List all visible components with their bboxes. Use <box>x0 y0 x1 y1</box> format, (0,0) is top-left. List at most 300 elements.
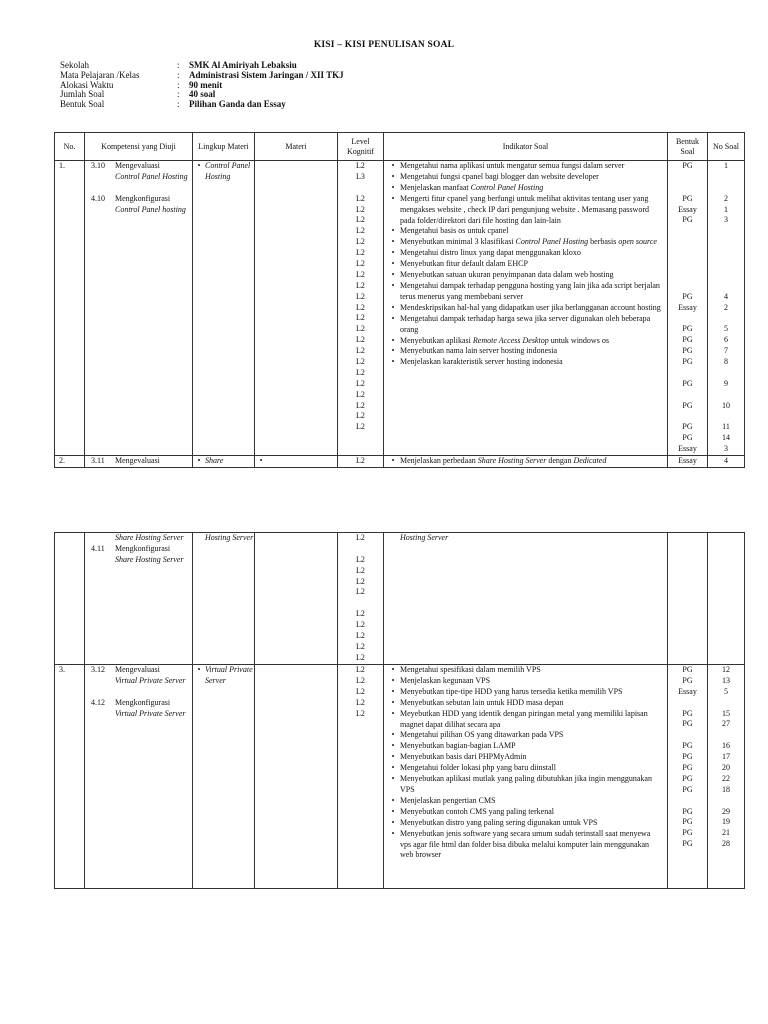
cell-line <box>708 172 744 183</box>
indicator-item <box>386 818 665 829</box>
indicator-text: Mengetahui pilihan OS yang ditawarkan pada VPS <box>400 730 564 740</box>
info-label: Jumlah Soal <box>60 89 105 100</box>
cell-line: 2 <box>724 193 728 203</box>
cell-line: PG <box>682 161 693 170</box>
indicator-item <box>386 829 665 862</box>
indicator-item <box>386 237 665 248</box>
kd-title: Mengevaluasi <box>115 665 160 674</box>
bullet-icon: • <box>391 741 395 751</box>
kisi-table-page-1 <box>54 132 745 468</box>
cell-line: 11 <box>722 422 730 432</box>
cell-line: PG <box>682 828 693 838</box>
cell-line: 20 <box>722 763 730 773</box>
header-materi: Materi <box>255 133 338 161</box>
indicator-item <box>386 709 665 731</box>
bullet-icon: • <box>391 248 395 258</box>
cell-line <box>668 390 707 401</box>
cell-line: 3 <box>724 444 728 454</box>
indicator-item <box>386 226 665 237</box>
kd-title: Mengkonfigurasi <box>115 697 171 707</box>
cell-line: L2 <box>356 324 365 334</box>
bullet-icon: • <box>391 730 395 740</box>
bullet-icon: • <box>391 774 395 784</box>
kd-topic <box>85 676 192 687</box>
cell-line: 27 <box>722 719 730 729</box>
cell-line <box>668 226 707 237</box>
bullet-icon: • <box>197 665 201 674</box>
section-2-lingkup-cont: Hosting Server <box>193 533 255 665</box>
indicator-item <box>386 676 665 687</box>
header-lingkup: Lingkup Materi <box>193 133 255 161</box>
cell-line <box>668 313 707 324</box>
indicator-item <box>386 172 665 183</box>
cell-line: 6 <box>724 335 728 345</box>
cell-line <box>708 313 744 324</box>
bullet-icon: • <box>391 270 395 280</box>
indicator-text: Menyebutkan fitur default dalam EHCP <box>400 259 528 269</box>
bullet-icon: • <box>391 763 395 773</box>
section-3-nosoal <box>708 665 745 889</box>
cell-line: L2 <box>356 708 365 718</box>
cell-line <box>668 698 707 709</box>
cell-line: L2 <box>356 378 365 388</box>
cell-line: 17 <box>722 752 730 762</box>
kd-item <box>85 665 192 676</box>
cell-line: L2 <box>356 620 365 630</box>
cell-line: PG <box>682 752 693 762</box>
indicator-text: Menjelaskan karakteristik server hosting indonesia <box>400 357 563 367</box>
bullet-icon: • <box>391 280 395 290</box>
indicator-text: Menyebutkan bagian-bagian LAMP <box>400 741 516 751</box>
cell-line: PG <box>682 193 693 203</box>
cell-line: 8 <box>724 357 728 367</box>
info-row <box>60 100 344 110</box>
kd-topic <box>85 205 192 216</box>
kd-item <box>85 698 192 709</box>
table-row-section-2-cont <box>55 533 745 665</box>
info-value: 90 menit <box>189 79 223 90</box>
cell-line: 10 <box>722 400 730 410</box>
cell-line: Essay <box>678 444 697 454</box>
cell-line: 1 <box>724 204 728 214</box>
info-colon: : <box>177 89 180 100</box>
cell-line: L2 <box>356 422 365 432</box>
indicator-text: Menyebutkan basis dari PHPMyAdmin <box>400 752 527 762</box>
indicator-text: Mengerti fitur cpanel yang berfungi untuk melihat aktivitas tentang user yang mengakses website , check IP dari pengunjung website . Memasang password pada folder/direktori dari file hosting dan lain-lain <box>400 193 649 225</box>
section-2-no: 2. <box>55 456 85 468</box>
table-row-section-3 <box>55 665 745 889</box>
indicator-item <box>386 357 665 368</box>
indicator-item <box>386 730 665 741</box>
indicator-item <box>386 303 665 314</box>
bullet-icon: • <box>391 302 395 312</box>
cell-line: 13 <box>722 675 730 685</box>
cell-line: 15 <box>722 708 730 718</box>
cell-line: PG <box>682 817 693 827</box>
kd-item <box>85 161 192 172</box>
indicator-item <box>386 665 665 676</box>
bullet-icon: • <box>391 313 395 323</box>
cell-line <box>668 172 707 183</box>
indicator-text: Menjelaskan kegunaan VPS <box>400 675 491 685</box>
section-2-kompetensi-start: 3.11 Mengevaluasi <box>85 456 193 468</box>
cell-line: 9 <box>724 378 728 388</box>
indicator-text: Menyebutkan aplikasi mutlak yang paling dibutuhkan jika ingin menggunakan VPS <box>400 774 652 794</box>
cell-line <box>668 368 707 379</box>
section-2-indikator-start: • Menjelaskan perbedaan Share Hosting Server dengan Dedicated <box>384 456 668 468</box>
info-label: Bentuk Soal <box>60 99 105 110</box>
bullet-icon: • <box>391 665 395 674</box>
bullet-icon: • <box>259 456 263 466</box>
header-indikator: Indikator Soal <box>384 133 668 161</box>
bullet-icon: • <box>391 686 395 696</box>
bullet-icon: • <box>391 182 395 192</box>
cell-line: PG <box>682 708 693 718</box>
cell-line: L2 <box>356 280 365 290</box>
indicator-text: Menyebutkan jenis software yang secara umum sudah terinstall saat menyewa vps agar file html dan folder bisa dibuka melalui komputer lain menggunakan web browser <box>400 828 651 860</box>
cell-line: PG <box>682 335 693 345</box>
cell-line: Essay <box>678 686 697 696</box>
cell-line: PG <box>682 806 693 816</box>
indicator-text: Mengetahui spesifikasi dalam memilih VPS <box>400 665 541 674</box>
cell-line: L2 <box>356 193 365 203</box>
cell-line <box>668 730 707 741</box>
cell-line: L2 <box>356 215 365 225</box>
cell-line: 4 <box>724 291 728 301</box>
cell-line: Essay <box>678 204 697 214</box>
kd-number: 3.12 <box>91 665 105 674</box>
indicator-text: Mengetahui dampak terhadap pengguna hosting yang lain jika ada script berjalan terus menerus yang membebani server <box>400 280 660 301</box>
indicator-item <box>386 336 665 347</box>
indicator-item <box>386 346 665 357</box>
bullet-icon: • <box>391 357 395 367</box>
bullet-icon: • <box>391 193 395 203</box>
kd-topic <box>85 172 192 183</box>
section-2-no-cont <box>55 533 85 665</box>
indicator-text: Menyebutkan distro yang paling sering digunakan untuk VPS <box>400 817 598 827</box>
indicator-item <box>386 807 665 818</box>
bullet-icon: • <box>391 806 395 816</box>
info-colon: : <box>177 69 180 80</box>
header-bentuk: Bentuk Soal <box>668 133 708 161</box>
cell-line <box>708 390 744 401</box>
cell-line <box>338 598 383 609</box>
indicator-item <box>386 741 665 752</box>
cell-line: 2 <box>724 302 728 312</box>
cell-line: L2 <box>356 554 365 564</box>
cell-line <box>668 270 707 281</box>
info-value: SMK Al Amiriyah Lebaksiu <box>189 60 297 70</box>
cell-line: 19 <box>722 817 730 827</box>
kd-title: Mengkonfigurasi <box>115 193 171 203</box>
cell-line: Essay <box>678 302 697 312</box>
section-3-levels <box>338 665 384 889</box>
info-label: Alokasi Waktu <box>60 79 114 90</box>
cell-line <box>708 281 744 292</box>
bullet-icon: • <box>391 346 395 356</box>
cell-line <box>708 796 744 807</box>
cell-line: L2 <box>356 161 365 170</box>
section-2-level-start: L2 <box>338 456 384 468</box>
cell-line <box>668 237 707 248</box>
document-title: KISI – KISI PENULISAN SOAL <box>313 40 455 50</box>
cell-line: 28 <box>722 839 730 849</box>
cell-line <box>668 796 707 807</box>
cell-line: L2 <box>356 665 365 674</box>
indicator-item <box>386 270 665 281</box>
cell-line: L2 <box>356 335 365 345</box>
indicator-item <box>386 161 665 172</box>
cell-line: L2 <box>356 411 365 421</box>
cell-line: L2 <box>356 587 365 597</box>
cell-line: 5 <box>724 686 728 696</box>
info-label: Mata Pelajaran /Kelas <box>60 69 140 80</box>
info-label: Sekolah <box>60 60 89 70</box>
cell-line: PG <box>682 763 693 773</box>
info-colon: : <box>177 99 180 110</box>
kd-number: 4.12 <box>91 697 105 707</box>
cell-line: PG <box>682 719 693 729</box>
bullet-icon: • <box>391 237 395 247</box>
info-value: Pilihan Ganda dan Essay <box>189 99 286 110</box>
bullet-icon: • <box>391 697 395 707</box>
cell-line: PG <box>682 422 693 432</box>
indicator-item <box>386 763 665 774</box>
section-3-kompetensi <box>85 665 193 889</box>
indicator-item <box>386 774 665 796</box>
cell-line <box>708 237 744 248</box>
section-2-lingkup-start: • Share <box>193 456 255 468</box>
indicator-text: Mengetahui basis os untuk cpanel <box>400 226 509 236</box>
kd-topic-text: Control Panel Hosting <box>115 171 188 181</box>
cell-line: PG <box>682 357 693 367</box>
indicator-text: Mendeskripsikan hal-hal yang didapatkan user jika berlangganan account hosting <box>400 302 661 312</box>
cell-line <box>708 226 744 237</box>
cell-line <box>708 183 744 194</box>
indicator-text: Mengetahui fungsi cpanel bagi blogger dan website developer <box>400 171 599 181</box>
cell-line: 14 <box>722 433 730 443</box>
cell-line: L2 <box>356 291 365 301</box>
section-1-levels <box>338 161 384 456</box>
bullet-icon: • <box>391 675 395 685</box>
kd-title: Mengevaluasi <box>115 161 160 170</box>
indicator-item <box>386 248 665 259</box>
section-2-indikator-cont: Hosting Server <box>384 533 668 665</box>
cell-line <box>708 248 744 259</box>
cell-line <box>668 411 707 422</box>
kd-topic <box>85 709 192 720</box>
cell-line: L2 <box>356 565 365 575</box>
cell-line: L2 <box>356 204 365 214</box>
cell-line <box>668 248 707 259</box>
cell-line: 7 <box>724 346 728 356</box>
table-row-section-1 <box>55 161 745 456</box>
section-1-indikator <box>384 161 668 456</box>
indicator-text: Mengetahui folder lokasi php yang baru diinstall <box>400 763 556 773</box>
info-colon: : <box>177 79 180 90</box>
indicator-item <box>386 698 665 709</box>
section-1-nosoal <box>708 161 745 456</box>
info-value: Administrasi Sistem Jaringan / XII TKJ <box>189 69 344 80</box>
cell-line <box>338 544 383 555</box>
cell-line: PG <box>682 839 693 849</box>
indicator-text: Menyebutkan aplikasi Remote Access Desktop untuk windows os <box>400 335 609 345</box>
cell-line: L2 <box>356 576 365 586</box>
cell-line: 22 <box>722 773 730 783</box>
cell-line: 21 <box>722 828 730 838</box>
indicator-text: Menyebutkan sebutan lain untuk HDD masa depan <box>400 697 564 707</box>
bullet-icon: • <box>391 259 395 269</box>
cell-line: PG <box>682 378 693 388</box>
cell-line: L2 <box>356 686 365 696</box>
info-colon: : <box>177 60 180 70</box>
cell-line: PG <box>682 675 693 685</box>
table-row-section-2-start <box>55 456 745 468</box>
cell-line <box>708 730 744 741</box>
indicator-text: Menyebutkan tipe-tipe HDD yang harus tersedia ketika memilih VPS <box>400 686 623 696</box>
bullet-icon: • <box>391 828 395 838</box>
table-header-row <box>55 133 745 161</box>
cell-line: L2 <box>356 237 365 247</box>
cell-line: 18 <box>722 784 730 794</box>
indicator-item <box>386 796 665 807</box>
kisi-table-page-2 <box>54 532 745 889</box>
indicator-text: Menyebutkan satuan ukuran penyimpanan data dalam web hosting <box>400 270 614 280</box>
section-1-materi <box>255 161 338 456</box>
bullet-icon: • <box>391 817 395 827</box>
cell-line: PG <box>682 433 693 443</box>
cell-line <box>338 183 383 194</box>
cell-line: L2 <box>356 400 365 410</box>
cell-line <box>708 368 744 379</box>
header-level: Level Kognitif <box>338 133 384 161</box>
section-2-nosoal-cont <box>708 533 745 665</box>
cell-line: L2 <box>356 533 365 542</box>
section-1-kompetensi <box>85 161 193 456</box>
cell-line <box>708 259 744 270</box>
cell-line: L2 <box>356 302 365 312</box>
indicator-item <box>386 314 665 336</box>
section-2-levels <box>338 533 384 665</box>
header-nosoal: No Soal <box>708 133 745 161</box>
cell-line: L2 <box>356 675 365 685</box>
kd-topic-text: Virtual Private Server <box>115 708 186 718</box>
header-kompetensi: Kompetensi yang Diuji <box>85 133 193 161</box>
section-3-materi <box>255 665 338 889</box>
section-3-indikator <box>384 665 668 889</box>
cell-line: PG <box>682 400 693 410</box>
cell-line: L2 <box>356 259 365 269</box>
cell-line <box>668 183 707 194</box>
indicator-text: Mengetahui nama aplikasi untuk mengatur semua fungsi dalam server <box>400 161 625 170</box>
indicator-item <box>386 183 665 194</box>
section-2-materi-start <box>255 456 338 468</box>
bullet-icon: • <box>391 161 395 170</box>
cell-line: PG <box>682 324 693 334</box>
cell-line: L2 <box>356 697 365 707</box>
cell-line <box>668 259 707 270</box>
section-3-lingkup: • Virtual Private Server <box>193 665 255 889</box>
cell-line: L2 <box>356 631 365 641</box>
indicator-text: Menjelaskan manfaat Control Panel Hosting <box>400 182 544 192</box>
kd-topic-text: Virtual Private Server <box>115 675 186 685</box>
cell-line: L2 <box>356 357 365 367</box>
cell-line: L2 <box>356 652 365 662</box>
bullet-icon: • <box>391 752 395 762</box>
indicator-item <box>386 259 665 270</box>
cell-line: L2 <box>356 226 365 236</box>
bullet-icon: • <box>391 795 395 805</box>
cell-line: PG <box>682 773 693 783</box>
section-2-kompetensi-cont: Share Hosting Server 4.11 Mengkonfigurasi Share Hosting Server <box>85 533 193 665</box>
cell-line: L2 <box>356 609 365 619</box>
cell-line <box>668 281 707 292</box>
cell-line: 29 <box>722 806 730 816</box>
kd-number: 3.10 <box>91 161 105 170</box>
section-3-bentuk <box>668 665 708 889</box>
indicator-text: Mengetahui distro linux yang dapat menggunakan kloxo <box>400 248 581 258</box>
cell-line: PG <box>682 346 693 356</box>
cell-line: 12 <box>722 665 730 674</box>
cell-line <box>708 270 744 281</box>
section-2-materi-cont <box>255 533 338 665</box>
cell-line: PG <box>682 784 693 794</box>
document-info <box>60 61 344 110</box>
section-2-bentuk-cont <box>668 533 708 665</box>
bullet-icon: • <box>197 456 201 466</box>
cell-line: 5 <box>724 324 728 334</box>
cell-line: L2 <box>356 389 365 399</box>
cell-line: L2 <box>356 641 365 651</box>
cell-line: 3 <box>724 215 728 225</box>
cell-line: 16 <box>722 741 730 751</box>
info-value: 40 soal <box>189 89 216 100</box>
cell-line: PG <box>682 291 693 301</box>
indicator-text: Menyebutkan minimal 3 klasifikasi Control Panel Hosting berbasis open source <box>400 237 657 247</box>
section-2-bentuk: Essay <box>668 456 708 468</box>
kd-item <box>85 194 192 205</box>
indicator-text: Mengetahui dampak terhadap harga sewa jika server digunakan oleh beberapa orang <box>400 313 651 334</box>
bullet-icon: • <box>197 161 201 170</box>
kd-number: 4.10 <box>91 193 105 203</box>
indicator-text: Meyebutkan HDD yang identik dengan piringan metal yang memiliki lapisan magnet dapat dilihat secara apa <box>400 708 648 729</box>
kd-topic-text: Control Panel hosting <box>115 204 186 214</box>
section-3-no: 3. <box>55 665 85 889</box>
indicator-text: Menjelaskan pengertian CMS <box>400 795 496 805</box>
indicator-item <box>386 687 665 698</box>
cell-line: L2 <box>356 313 365 323</box>
cell-line: PG <box>682 215 693 225</box>
cell-line: L2 <box>356 367 365 377</box>
cell-line: PG <box>682 665 693 674</box>
cell-line <box>708 698 744 709</box>
cell-line: L2 <box>356 346 365 356</box>
indicator-text: Menyebutkan nama lain server hosting indonesia <box>400 346 558 356</box>
bullet-icon: • <box>391 226 395 236</box>
bullet-icon: • <box>391 171 395 181</box>
bullet-icon: • <box>391 456 395 466</box>
cell-line: L2 <box>356 248 365 258</box>
section-1-lingkup: • Control Panel Hosting <box>193 161 255 456</box>
section-1-no: 1. <box>55 161 85 456</box>
cell-line: L2 <box>356 269 365 279</box>
section-2-nosoal: 4 <box>708 456 745 468</box>
indicator-item <box>386 281 665 303</box>
cell-line: 1 <box>724 161 728 170</box>
cell-line: L3 <box>356 171 365 181</box>
cell-line: PG <box>682 741 693 751</box>
bullet-icon: • <box>391 708 395 718</box>
